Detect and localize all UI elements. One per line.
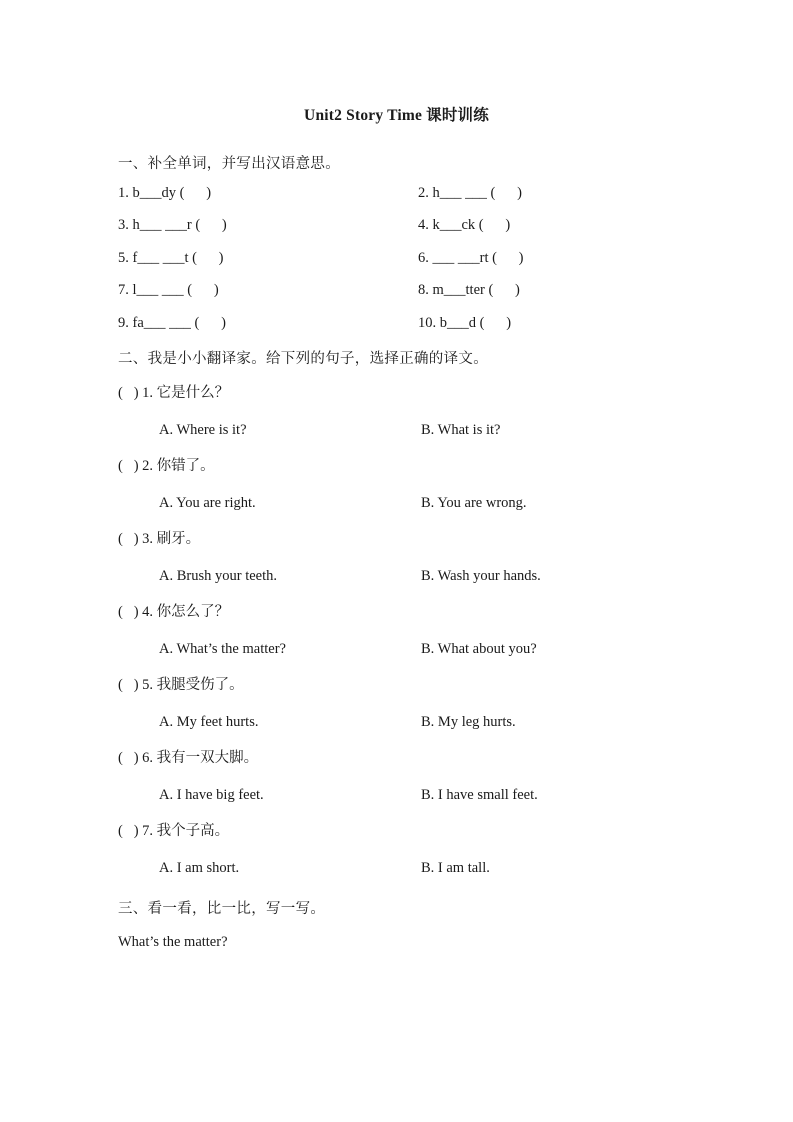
mcq-option-a-2[interactable]: A. You are right. xyxy=(159,495,256,511)
table-row xyxy=(118,218,678,250)
mcq-options-5 xyxy=(118,714,718,751)
fill-item-6[interactable]: 6. ___ ___rt ( ) xyxy=(418,249,524,266)
fill-item-3[interactable]: 3. h___ ___r ( ) xyxy=(118,217,227,234)
mcq-prompt-6[interactable]: ( ) 6. 我有一双大脚。 xyxy=(118,750,259,766)
mcq-option-b-2[interactable]: B. You are wrong. xyxy=(421,495,527,511)
mcq-option-a-5[interactable]: A. My feet hurts. xyxy=(159,714,259,730)
mcq-option-b-1[interactable]: B. What is it? xyxy=(421,422,501,438)
table-row xyxy=(118,251,678,283)
mcq-options-6 xyxy=(118,787,718,824)
mcq-options-2 xyxy=(118,495,718,532)
mcq-option-a-4[interactable]: A. What’s the matter? xyxy=(159,641,286,657)
fill-item-1[interactable]: 1. b___dy ( ) xyxy=(118,185,212,201)
table-row xyxy=(118,186,678,218)
mcq-option-a-7[interactable]: A. I am short. xyxy=(159,860,240,876)
section-one-heading: 一、补全单词，并写出汉语意思。 xyxy=(118,156,340,172)
mcq-options-7 xyxy=(118,860,718,897)
mcq-option-b-5[interactable]: B. My leg hurts. xyxy=(421,714,516,730)
mcq-option-b-3[interactable]: B. Wash your hands. xyxy=(421,568,541,584)
fill-item-8[interactable]: 8. m___tter ( ) xyxy=(418,282,520,299)
mcq-item-3 xyxy=(118,532,718,605)
mcq-option-a-6[interactable]: A. I have big feet. xyxy=(159,787,264,803)
mcq-option-a-3[interactable]: A. Brush your teeth. xyxy=(159,568,277,584)
mcq-item-2 xyxy=(118,459,718,532)
section-three-body: What’s the matter? xyxy=(118,934,228,950)
fill-item-2[interactable]: 2. h___ ___ ( ) xyxy=(418,185,522,201)
mcq-prompt-1[interactable]: ( ) 1. 它是什么？ xyxy=(118,385,230,401)
mcq-option-b-4[interactable]: B. What about you? xyxy=(421,641,537,657)
mcq-prompt-5[interactable]: ( ) 5. 我腿受伤了。 xyxy=(118,677,244,693)
mcq-options-1 xyxy=(118,422,718,459)
mcq-prompt-4[interactable]: ( ) 4. 你怎么了？ xyxy=(118,604,230,620)
fill-item-7[interactable]: 7. l___ ___ ( ) xyxy=(118,282,219,299)
mcq-prompt-7[interactable]: ( ) 7. 我个子高。 xyxy=(118,823,230,839)
fill-item-5[interactable]: 5. f___ ___t ( ) xyxy=(118,249,224,266)
table-row xyxy=(118,283,678,315)
mcq-item-7 xyxy=(118,824,718,897)
mcq-prompt-3[interactable]: ( ) 3. 刷牙。 xyxy=(118,531,201,547)
mcq-prompt-2[interactable]: ( ) 2. 你错了。 xyxy=(118,458,215,474)
fill-item-10[interactable]: 10. b___d ( ) xyxy=(418,314,512,331)
section-three-heading: 三、看一看，比一比，写一写。 xyxy=(118,901,326,917)
page-title: Unit2 Story Time 课时训练 xyxy=(304,107,489,124)
mcq-option-b-7[interactable]: B. I am tall. xyxy=(421,860,490,876)
mcq-option-b-6[interactable]: B. I have small feet. xyxy=(421,787,538,803)
mcq-item-6 xyxy=(118,751,718,824)
section-two-heading: 二、我是小小翻译家。给下列的句子，选择正确的译文。 xyxy=(118,351,488,367)
mcq-item-5 xyxy=(118,678,718,751)
table-row xyxy=(118,316,678,348)
mcq-options-4 xyxy=(118,641,718,678)
mcq-options-3 xyxy=(118,568,718,605)
fill-item-9[interactable]: 9. fa___ ___ ( ) xyxy=(118,314,226,331)
mcq-item-1 xyxy=(118,386,718,459)
mcq-option-a-1[interactable]: A. Where is it? xyxy=(159,422,247,438)
mcq-list xyxy=(118,386,718,897)
fill-item-4[interactable]: 4. k___ck ( ) xyxy=(418,217,511,234)
mcq-item-4 xyxy=(118,605,718,678)
fill-in-blank-grid xyxy=(118,186,678,348)
